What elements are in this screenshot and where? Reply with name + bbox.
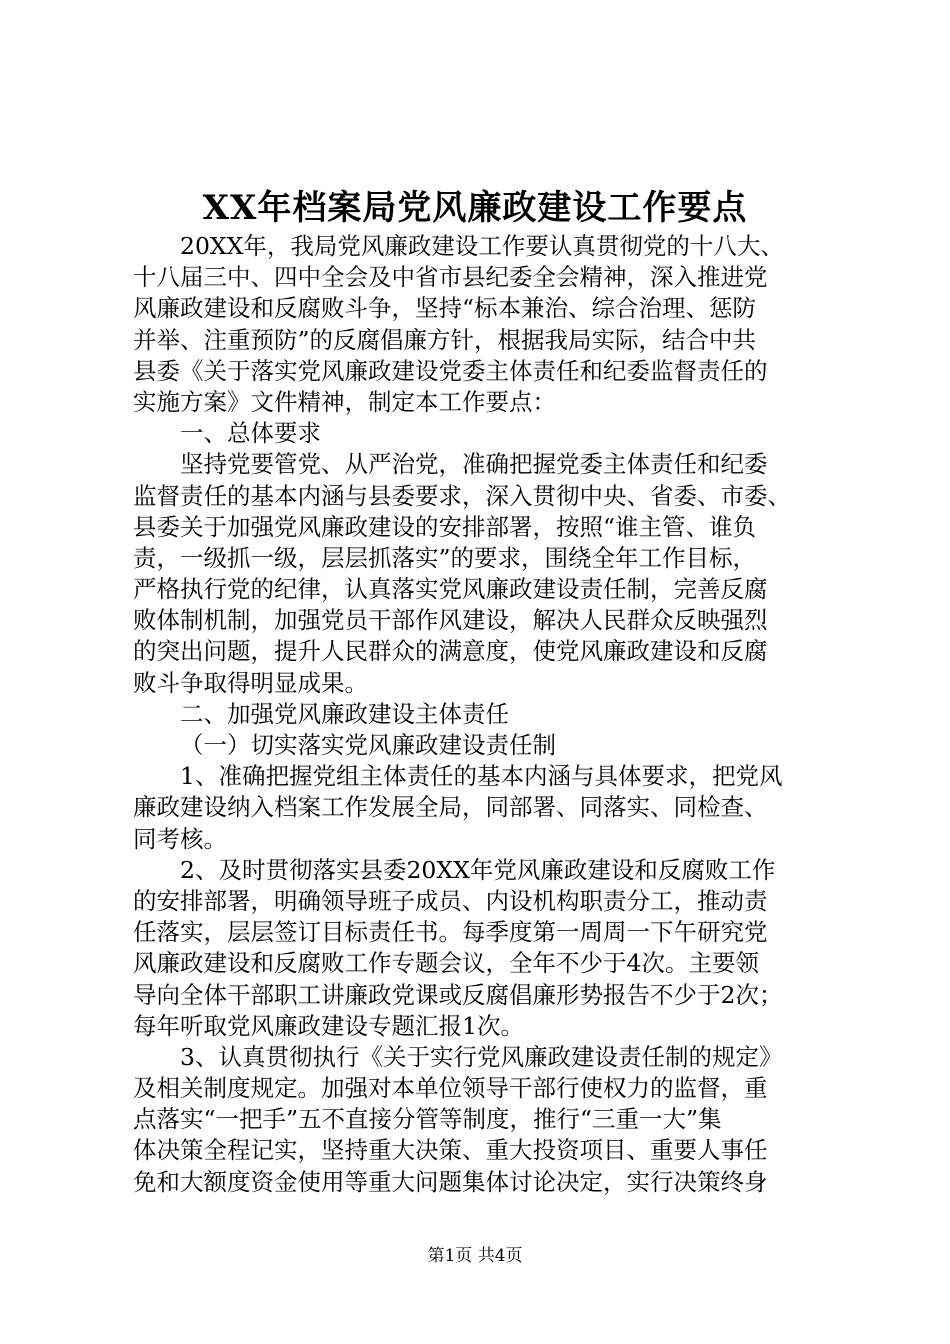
section-heading: 二、加强党风廉政建设主体责任 [180,699,509,728]
body-line: 的突出问题，提升人民群众的满意度，使党风廉政建设和反腐 [133,637,768,666]
body-line: 1、准确把握党组主体责任的基本内涵与具体要求，把党风 [180,762,783,791]
body-line: 廉政建设纳入档案工作发展全局，同部署、同落实、同检查、 [133,793,768,822]
document-body [133,231,833,1198]
body-line: 20XX年，我局党风廉政建设工作要认真贯彻党的十八大、 [180,232,784,260]
body-line: 3、认真贯彻执行《关于实行党风廉政建设责任制的规定》 [180,1042,783,1071]
body-line: 监督责任的基本内涵与县委要求，深入贯彻中央、省委、市委、 [133,481,791,510]
page-number: 第1页 共4页 [427,1246,523,1266]
body-line: 县委关于加强党风廉政建设的安排部署，按照“谁主管、谁负 [133,512,757,541]
body-line: 实施方案》文件精神，制定本工作要点： [133,387,556,416]
body-line: 并举、注重预防”的反腐倡廉方针，根据我局实际，结合中共 [133,325,757,354]
body-line: 导向全体干部职工讲廉政党课或反腐倡廉形势报告不少于2次； [133,980,783,1009]
body-line: 每年听取党风廉政建设专题汇报1次。 [133,1011,524,1040]
body-line: 风廉政建设和反腐败斗争，坚持“标本兼治、综合治理、惩防 [133,294,757,323]
body-line: 风廉政建设和反腐败工作专题会议，全年不少于4次。主要领 [133,949,759,978]
body-line: 责，一级抓一级，层层抓落实”的要求，围绕全年工作目标， [133,543,757,572]
section-heading: 一、总体要求 [180,419,321,448]
body-line: 败斗争取得明显成果。 [133,668,368,697]
body-line: 县委《关于落实党风廉政建设党委主体责任和纪委监督责任的 [133,356,768,385]
body-line: 任落实，层层签订目标责任书。每季度第一周周一下午研究党 [133,918,768,947]
document-title: XX年档案局党风廉政建设工作要点 [202,188,748,228]
body-line: 严格执行党的纪律，认真落实党风廉政建设责任制，完善反腐 [133,575,768,604]
body-line: 十八届三中、四中全会及中省市县纪委全会精神，深入推进党 [133,263,768,292]
body-line: 体决策全程记实，坚持重大决策、重大投资项目、重要人事任 [133,1136,768,1165]
body-line: 同考核。 [133,824,227,853]
body-line: 2、及时贯彻落实县委20XX年党风廉政建设和反腐败工作 [180,855,776,884]
body-line: 免和大额度资金使用等重大问题集体讨论决定，实行决策终身 [133,1167,768,1196]
subsection-heading: （一）切实落实党风廉政建设责任制 [180,731,556,759]
body-line: 点落实“一把手”五不直接分管等制度，推行“三重一大”集 [133,1105,722,1134]
body-line: 的安排部署，明确领导班子成员、内设机构职责分工，推动责 [133,886,768,915]
body-line: 及相关制度规定。加强对本单位领导干部行使权力的监督，重 [133,1074,768,1103]
body-line: 败体制机制，加强党员干部作风建设，解决人民群众反映强烈 [133,606,768,635]
body-line: 坚持党要管党、从严治党，准确把握党委主体责任和纪委 [180,450,768,479]
